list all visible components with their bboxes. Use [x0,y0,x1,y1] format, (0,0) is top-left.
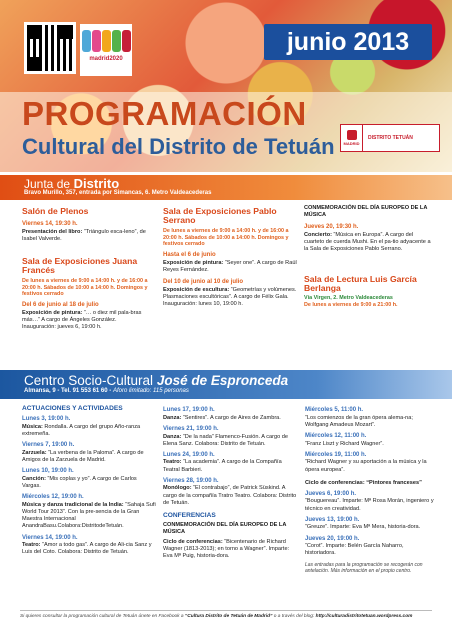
page-title: PROGRAMACIÓN [22,95,307,132]
junta-column-3 [304,205,434,309]
olympic-logo-text: madrid2020 [89,56,123,62]
event-date: Jueves 13, 19:00 h. [305,516,360,523]
event-description: “Greuze”. Imparte: Eva Mª Mera, historia-dora. [305,524,421,531]
conferences-heading: CONFERENCIAS [163,511,216,519]
salon-text: Presentación del libro: “Triángulo esca-leno”, de Isabel Valverde. [22,228,146,242]
event-date: Lunes 10, 19:00 h. [22,468,74,475]
centro-column-2 [163,403,297,561]
event-date: Viernes 28, 19:00 h. [163,477,219,484]
event-description: Danza: “Sentires”. A cargo de Aires de Zambra. [163,414,281,421]
month-badge: junio 2013 [264,24,432,60]
event-description: “Corot”. Imparte: Belén García Naharro, historiadora. [305,543,404,557]
event-date: Miércoles 19, 11:00 h. [305,451,367,458]
centro-address: Almansa, 9 - Tel. 91 553 61 60 - Aforo limitado: 115 personas [24,388,189,394]
sala-pablo-heading: Sala de Exposiciones Pablo Serrano [163,206,277,226]
event-description: “Franz Liszt y Richard Wagner”. [305,440,384,447]
french-painters-heading: Ciclo de conferencias: “Pintores franceses” [305,479,422,486]
sala-juana-text: Exposición de pintura: “… o diez mil pala-bras más…” A cargo de Ángeles González. [22,310,142,324]
salon-date: Viernes 14, 19:30 h. [22,221,78,228]
junta-address: Bravo Murillo, 357, entrada por Simancas, 6. Metro Valdeacederas [24,190,212,196]
event-description: Teatro: “La academia”. A cargo de la Compañía Teatral Barbieri. [163,459,282,473]
event-date: Jueves 20, 19:00 h. [305,535,360,542]
wagner-cycle-text: Ciclo de conferencias: “Bicentenario de Richard Wagner (1813-2013); en torno a Wagner”. Imparte: Eva Mª Puig, historia-dora. [163,539,290,560]
madrid-district-logo [340,124,440,152]
madrid-seal-icon: MADRID [341,125,363,151]
sala-pablo-date-2: Del 10 de junio al 10 de julio [163,279,244,286]
event-date: Miércoles 12, 11:00 h. [305,432,367,439]
sala-pablo-hours: De lunes a viernes de 9:00 a 14:00 h. y de 16:00 a 20:00 h. Sábados de 10:00 a 14:00 h. Domingos y festivos cerrado [163,228,289,247]
centro-europe-heading: CONMEMORACIÓN DEL DÍA EUROPEO DE LA MÚSICA [163,522,287,536]
event-date: Lunes 17, 19:00 h. [163,407,215,413]
sala-pablo-inauguration: Inauguración: lunes 10, 19:00 h. [163,301,243,308]
junta-title: Junta de Distrito [24,176,120,191]
blog-link[interactable]: http://culturadistritotetuan.wordpress.com [315,614,413,619]
centro-column-3 [305,403,435,574]
event-description: Teatro: “Amor a todo gas”. A cargo de Ali-cia Sanz y Luis del Coto. Colabora: Distrito de Tetuán. [22,542,152,556]
lectura-location: Vía Virgen, 2. Metro Valdeacederas [304,295,393,302]
madrid2020-logo [80,24,132,76]
junta-column-1 [22,207,158,332]
europe-date: Jueves 20, 19:30 h. [304,223,359,230]
event-date: Viernes 21, 19:00 h. [163,425,219,432]
tickets-note: Las entradas para la programación se recogerán con antelación. Más información en el propio centro. [305,561,423,574]
event-description: “Bouguereau”. Imparte: Mª Rosa Morán, ingeniero y técnico en creatividad. [305,498,434,512]
junta-section-header [0,175,452,200]
event-description: Música: Rondalla. A cargo del grupo Año-ranza extremeña. [22,423,141,438]
page-subtitle: Cultural del Distrito de Tetuán [22,134,335,159]
qr-code-icon[interactable] [24,22,76,74]
sala-juana-inauguration: Inauguración: jueves 6, 19:00 h. [22,324,102,331]
event-date: Viernes 7, 19:00 h. [22,442,75,449]
event-date: Viernes 14, 19:00 h. [22,534,78,541]
event-date: Miércoles 5, 11:00 h. [305,407,364,413]
event-date: Lunes 24, 19:00 h. [163,451,215,458]
event-description: “Richard Wagner y su aportación a la música y la ópera europea”. [305,459,427,473]
centro-section-header [0,370,452,399]
sala-juana-date: Del 6 de junio al 18 de julio [22,302,99,309]
event-description: Canción: “Mis coplas y yo”. A cargo de Carlos Vargas. [22,475,137,490]
europe-heading: CONMEMORACIÓN DEL DÍA EUROPEO DE LA MÚSICA [304,205,428,218]
sala-juana-heading: Sala de Exposiciones Juana Francés [22,256,138,276]
sala-pablo-date-1: Hasta el 6 de junio [163,252,216,259]
activities-heading: ACTUACIONES Y ACTIVIDADES [22,405,123,412]
sala-pablo-text-1: Exposición de pintura: “Seyer one”. A cargo de Raúl Reyes Fernández. [163,260,297,274]
event-date: Lunes 3, 19:00 h. [22,416,71,423]
sala-pablo-text-2: Exposición de escultura: “Geometrías y volúmenes. Plasmaciones escultóricas”. A cargo de Félix Gala. [163,287,297,301]
event-description: Monólogo: “El contrabajo”, de Patrick Süskind. A cargo de la compañía Tratro Teatro. Colabora: Distrito de Tetuán. [163,485,297,506]
sala-juana-hours: De lunes a viernes de 9:00 a 14:00 h. y de 16:00 a 20:00 h. Sábados de 10:00 a 14:00 h. Domingos y festivos cerrado [22,278,148,297]
event-date: Miércoles 12, 19:00 h. [22,494,84,501]
lectura-hours: De lunes a viernes de 9:00 a 21:00 h. [304,302,398,309]
event-description: “Los comienzos de la gran ópera alema-na; Wolfgang Amadeus Mozart”. [305,414,413,428]
event-description: Danza: “De la nada” Flamenco-Fusión. A cargo de Elena Sanz. Colabora: Distrito de Tetuán. [163,433,288,447]
centro-title: Centro Socio-Cultural José de Espronceda [24,373,289,388]
event-description: Música y danza tradicional de la India: “Sahaja Sufi World Tour 2013”. Con la pre-sencia de la Gran Maestra Internacional AnandraBasu.Colabora:DistritodeTetuán. [22,501,156,530]
junta-column-2 [163,207,297,309]
district-name: DISTRITO TETUÁN [368,134,413,141]
lectura-heading: Sala de Lectura Luis García Berlanga [304,274,417,294]
footer: Si quieres consultar la programación cultural de Tetuán únete en Facebook a “Cultura Distrito de Tetuán de Madrid” o a través del blog: http://culturadistritotetuan.wordpress.com [20,610,432,620]
europe-text: Concierto: “Música en Europa”. A cargo del cuarteto de cuerda Mushi. En el pa-tio adyacente a la Sala de Exposiciones Pablo Serrano. [304,231,431,252]
event-date: Jueves 6, 19:00 h. [305,490,357,497]
event-description: Zarzuela: “La verbena de la Paloma”. A cargo de Amigos de la Zarzuela de Madrid. [22,449,144,464]
facebook-link[interactable]: “Cultura Distrito de Tetuán de Madrid” [184,614,273,619]
centro-column-1 [22,405,157,556]
salon-heading: Salón de Plenos [22,206,89,216]
header-banner [0,0,452,172]
